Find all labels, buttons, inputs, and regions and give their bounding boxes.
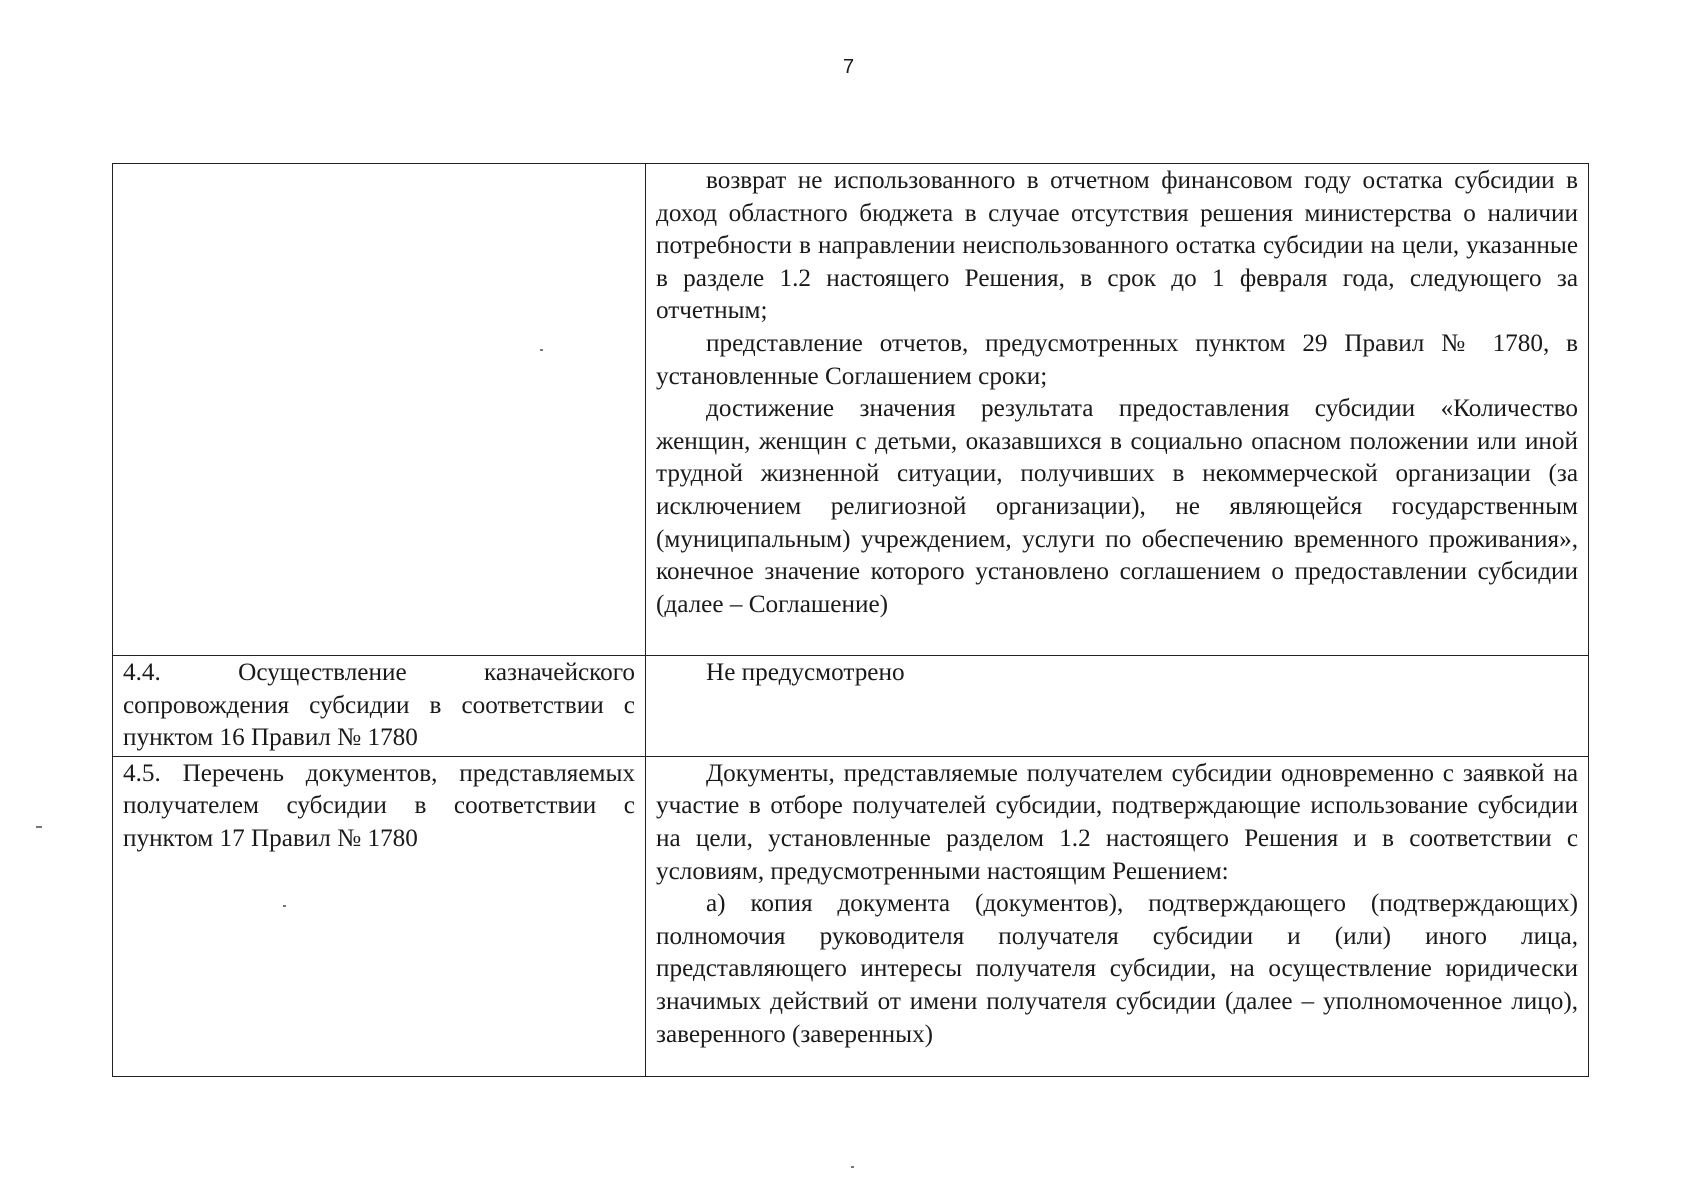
row-label: 4.5. Перечень документов, представляемых получателем субсидии в соответствии с пунктом 17 Правил № 1780 [123,759,635,852]
scan-speck [283,905,286,907]
row-label-cell [113,656,646,757]
content-paragraph: представление отчетов, предусмотренных пунктом 29 Правил № 1780, в установленные Соглашением сроки; [656,329,1578,390]
page-number: 7 [842,56,855,78]
table-row [113,656,1589,757]
content-paragraph: Документы, представляемые получателем субсидии одновременно с заявкой на участие в отборе получателей субсидии, подтверждающие использование субсидии на цели, установленные разделом 1.2 настоящего Решения и в соответствии с условиям, предусмотренными настоящим Решением: [656,759,1578,885]
document-table [112,163,1589,1077]
table-row [113,164,1589,656]
row-label-cell [113,164,646,656]
content-paragraph: возврат не использованного в отчетном финансовом году остатка субсидии в доход областного бюджета в случае отсутствия решения министерства о наличии потребности в направлении неиспользованного остатка субсидии на цели, указанные в разделе 1.2 настоящего Решения, в срок до 1 февраля года, следующего за отчетным; [656,167,1578,325]
content-paragraph: достижение значения результата предоставления субсидии «Количество женщин, женщин с детьми, оказавшихся в социально опасном положении или иной трудной жизненной ситуации, получивших в некоммерческой организации (за исключением религиозной организации), не являющейся государственным (муниципальным) учреждением, услуги по обеспечению временного проживания», конечное значение которого установлено соглашением о предоставлении субсидии (далее – Соглашение) [656,395,1578,618]
table-row [113,756,1589,1076]
scan-speck [540,349,543,351]
row-label: 4.4. Осуществление казначейского сопровождения субсидии в соответствии с пунктом 16 Правил № 1780 [123,659,635,752]
row-content-cell [646,756,1589,1076]
content-paragraph: а) копия документа (документов), подтверждающего (подтверждающих) полномочия руководителя получателя субсидии и (или) иного лица, представляющего интересы получателя субсидии, на осуществление юридически значимых действий от имени получателя субсидии (далее – уполномоченное лицо), заверенного (заверенных) [656,890,1578,1048]
content-paragraph: Не предусмотрено [706,659,905,686]
row-content-cell [646,656,1589,757]
row-label-cell [113,756,646,1076]
scan-speck [851,1166,854,1168]
scan-speck [36,826,42,828]
row-content-cell [646,164,1589,656]
